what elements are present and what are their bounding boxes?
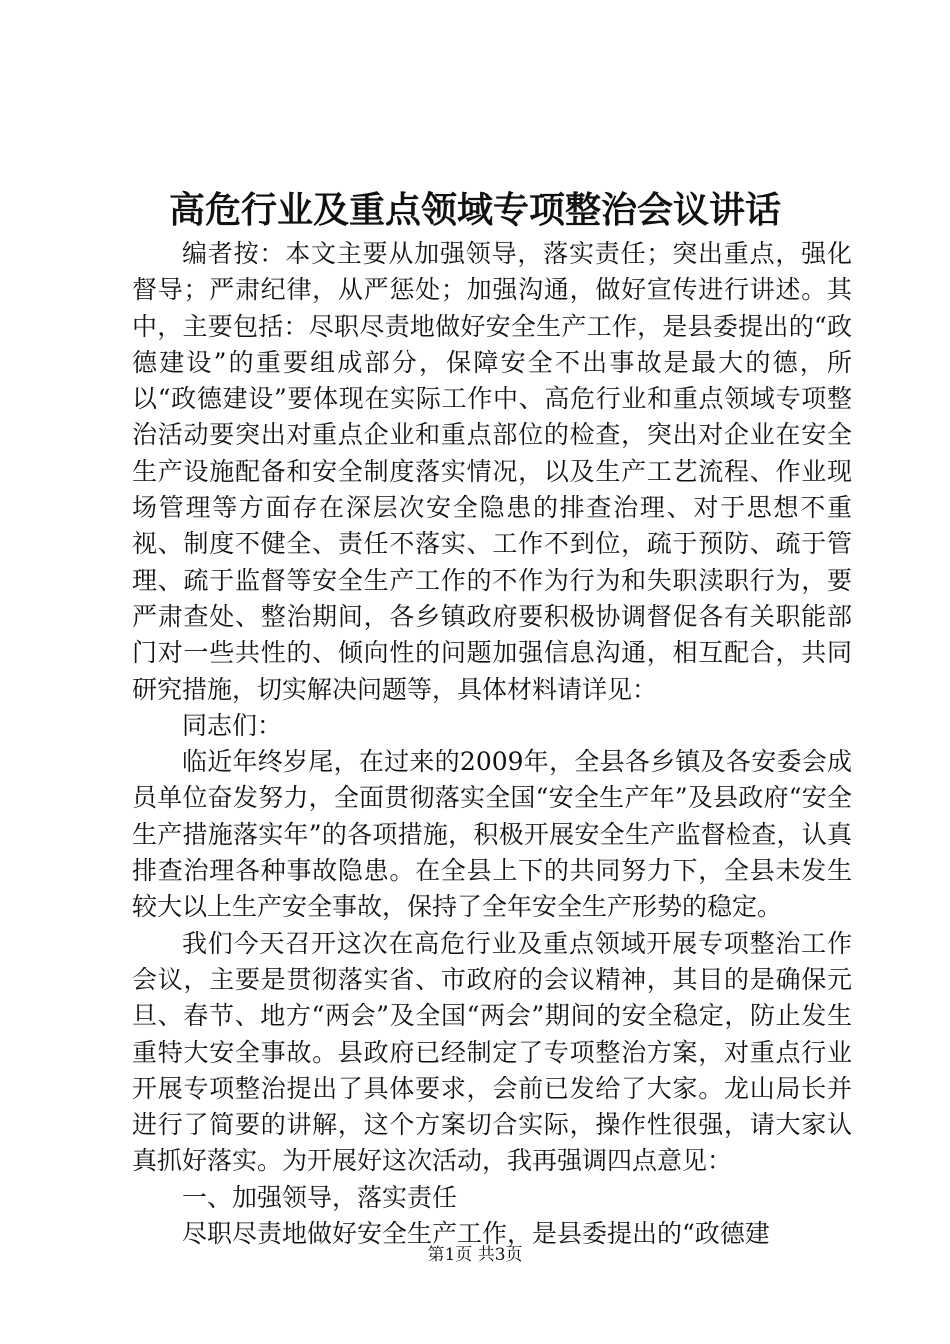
body-paragraph: 尽职尽责地做好安全生产工作，是县委提出的“政德建 [182,1219,770,1249]
page-number-footer: 第1页 共3页 [427,1245,523,1265]
body-paragraph: 临近年终岁尾，在过来的2009年，全县各乡镇及各安委会成员单位奋发努力，全面贯彻落实全国“安全生产年”及县政府“安全生产措施落实年”的各项措施，积极开展安全生产监督检查，认真排查治理各种事故隐患。在全县上下的共同努力下，全县未发生较大以上生产安全事故，保持了全年安全生产形势的稳定。 [132,747,852,922]
salutation-paragraph: 同志们： [182,710,283,740]
editor-note-paragraph: 编者按：本文主要从加强领导，落实责任；突出重点，强化督导；严肃纪律，从严惩处；加强沟通，做好宣传进行讲述。其中，主要包括：尽职尽责地做好安全生产工作，是县委提出的“政德建设”的重要组成部分，保障安全不出事故是最大的德，所以“政德建设”要体现在实际工作中、高危行业和重点领域专项整治活动要突出对重点企业和重点部位的检查，突出对企业在安全生产设施配备和安全制度落实情况，以及生产工艺流程、作业现场管理等方面存在深层次安全隐患的排查治理、对于思想不重视、制度不健全、责任不落实、工作不到位，疏于预防、疏于管理、疏于监督等安全生产工作的不作为行为和失职渎职行为，要严肃查处、整治期间，各乡镇政府要积极协调督促各有关职能部门对一些共性的、倾向性的问题加强信息沟通，相互配合，共同研究措施，切实解决问题等，具体材料请详见： [132,239,852,704]
document-body [132,236,852,1252]
document-title: 高危行业及重点领域专项整治会议讲话 [168,189,781,231]
section-heading: 一、加强领导，落实责任 [182,1182,458,1212]
body-paragraph: 我们今天召开这次在高危行业及重点领域开展专项整治工作会议，主要是贯彻落实省、市政府的会议精神，其目的是确保元旦、春节、地方“两会”及全国“两会”期间的安全稳定，防止发生重特大安全事故。县政府已经制定了专项整治方案，对重点行业开展专项整治提出了具体要求，会前已发给了大家。龙山局长并进行了简要的讲解，这个方案切合实际，操作性很强，请大家认真抓好落实。为开展好这次活动，我再强调四点意见： [132,928,852,1176]
